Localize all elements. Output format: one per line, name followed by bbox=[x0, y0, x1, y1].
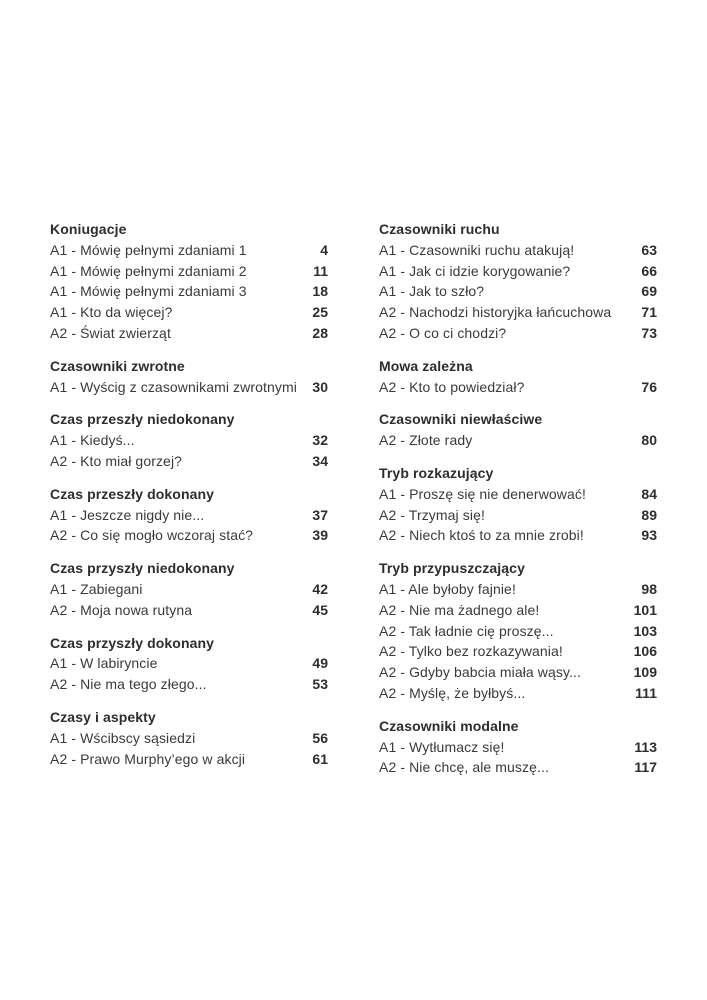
toc-column-1 bbox=[50, 219, 328, 778]
entry-label: A2 - Nie ma tego złego... bbox=[50, 676, 207, 693]
entry-page-number: 11 bbox=[313, 262, 328, 279]
toc-entry bbox=[50, 674, 328, 695]
toc-entry bbox=[50, 240, 328, 261]
toc-entry bbox=[50, 579, 328, 600]
toc-entry bbox=[379, 525, 657, 546]
entry-page-number: 4 bbox=[320, 241, 328, 258]
entry-page-number: 61 bbox=[312, 750, 328, 767]
entry-label: A2 - Kto miał gorzej? bbox=[50, 452, 183, 469]
entry-page-number: 49 bbox=[312, 655, 328, 672]
entry-page-number: 56 bbox=[312, 729, 328, 746]
entry-label: A1 - Jak ci idzie korygowanie? bbox=[379, 262, 571, 279]
toc-entry bbox=[50, 505, 328, 526]
toc-entry bbox=[379, 505, 657, 526]
toc-section bbox=[379, 558, 657, 704]
section-title: Czasy i aspekty bbox=[50, 708, 156, 725]
section-title: Czasowniki zwrotne bbox=[50, 357, 185, 374]
entry-page-number: 45 bbox=[312, 601, 328, 618]
toc-entry bbox=[379, 757, 657, 778]
entry-page-number: 66 bbox=[641, 262, 657, 279]
entry-page-number: 93 bbox=[641, 527, 657, 544]
entry-label: A1 - Kiedyś... bbox=[50, 432, 135, 449]
entry-label: A2 - Tak ładnie cię proszę... bbox=[379, 622, 554, 639]
entry-page-number: 113 bbox=[634, 738, 657, 755]
section-title: Koniugacje bbox=[50, 221, 127, 237]
entry-label: A2 - Trzymaj się! bbox=[379, 506, 485, 523]
entry-page-number: 71 bbox=[641, 304, 657, 321]
entry-page-number: 63 bbox=[641, 241, 657, 258]
entry-label: A2 - Niech ktoś to za mnie zrobi! bbox=[379, 527, 584, 544]
entry-label: A2 - Kto to powiedział? bbox=[379, 378, 525, 395]
entry-label: A1 - Mówię pełnymi zdaniami 1 bbox=[50, 241, 247, 258]
toc-section bbox=[379, 463, 657, 546]
entry-page-number: 84 bbox=[641, 485, 657, 502]
toc-entry bbox=[50, 728, 328, 749]
toc-section bbox=[379, 356, 657, 398]
entry-label: A1 - Proszę się nie denerwować! bbox=[379, 485, 586, 502]
entry-page-number: 34 bbox=[312, 452, 328, 469]
toc-section bbox=[50, 409, 328, 471]
entry-label: A2 - Złote rady bbox=[379, 432, 473, 449]
entry-page-number: 28 bbox=[312, 324, 328, 341]
toc-entry bbox=[379, 240, 657, 261]
toc-entry bbox=[50, 377, 328, 398]
entry-label: A2 - Gdyby babcia miała wąsy... bbox=[379, 664, 582, 681]
toc-entry bbox=[50, 302, 328, 323]
toc-entry bbox=[379, 683, 657, 704]
toc-section bbox=[50, 558, 328, 620]
toc-entry bbox=[50, 525, 328, 546]
toc-entry bbox=[379, 737, 657, 758]
entry-page-number: 37 bbox=[312, 506, 328, 523]
toc-entry bbox=[379, 377, 657, 398]
entry-label: A2 - Nie ma żadnego ale! bbox=[379, 601, 540, 618]
entry-label: A1 - Mówię pełnymi zdaniami 3 bbox=[50, 283, 247, 300]
entry-page-number: 117 bbox=[634, 759, 657, 776]
section-title: Czas przyszły niedokonany bbox=[50, 560, 235, 577]
section-title: Czasowniki ruchu bbox=[379, 221, 500, 237]
toc-section bbox=[379, 409, 657, 451]
toc-section bbox=[50, 219, 328, 344]
section-title: Czas przyszły dokonany bbox=[50, 634, 215, 651]
entry-page-number: 98 bbox=[641, 580, 657, 597]
section-title: Mowa zależna bbox=[379, 357, 473, 374]
entry-page-number: 25 bbox=[312, 304, 328, 321]
entry-label: A1 - Jak to szło? bbox=[379, 283, 485, 300]
toc-column-2 bbox=[379, 219, 657, 778]
toc-entry bbox=[379, 261, 657, 282]
toc-entry bbox=[379, 323, 657, 344]
entry-page-number: 18 bbox=[312, 283, 328, 300]
section-title: Czasowniki modalne bbox=[379, 717, 519, 734]
toc-section bbox=[50, 356, 328, 398]
entry-label: A1 - Wytłumacz się! bbox=[379, 738, 505, 755]
toc-entry bbox=[379, 621, 657, 642]
entry-label: A2 - Tylko bez rozkazywania! bbox=[379, 643, 563, 660]
toc-entry bbox=[50, 600, 328, 621]
section-title: Czasowniki niewłaściwe bbox=[379, 411, 543, 428]
section-title: Czas przeszły niedokonany bbox=[50, 411, 235, 428]
entry-label: A2 - Nie chcę, ale muszę... bbox=[379, 759, 549, 776]
entry-label: A1 - Wścibscy sąsiedzi bbox=[50, 729, 196, 746]
toc-entry bbox=[379, 430, 657, 451]
toc-entry bbox=[50, 430, 328, 451]
toc-section bbox=[50, 633, 328, 695]
entry-label: A2 - O co ci chodzi? bbox=[379, 324, 507, 341]
toc-entry bbox=[379, 484, 657, 505]
entry-page-number: 89 bbox=[641, 506, 657, 523]
entry-page-number: 32 bbox=[312, 432, 328, 449]
entry-label: A1 - Mówię pełnymi zdaniami 2 bbox=[50, 262, 247, 279]
section-title: Tryb rozkazujący bbox=[379, 464, 494, 481]
entry-label: A2 - Świat zwierząt bbox=[50, 324, 171, 341]
toc-section bbox=[379, 716, 657, 778]
toc-entry bbox=[379, 302, 657, 323]
entry-page-number: 101 bbox=[633, 601, 657, 618]
entry-label: A2 - Nachodzi historyjka łańcuchowa bbox=[379, 304, 612, 321]
entry-page-number: 39 bbox=[312, 527, 328, 544]
entry-label: A2 - Prawo Murphy’ego w akcji bbox=[50, 750, 246, 767]
entry-page-number: 69 bbox=[641, 283, 657, 300]
toc-entry bbox=[50, 451, 328, 472]
entry-label: A2 - Co się mogło wczoraj stać? bbox=[50, 527, 254, 544]
entry-label: A1 - W labiryncie bbox=[50, 655, 158, 672]
toc-entry bbox=[379, 600, 657, 621]
toc-entry bbox=[379, 662, 657, 683]
toc-entry bbox=[379, 641, 657, 662]
toc-entry bbox=[379, 281, 657, 302]
entry-page-number: 111 bbox=[635, 684, 657, 701]
entry-page-number: 103 bbox=[633, 622, 657, 639]
toc-columns bbox=[50, 219, 658, 778]
entry-page-number: 109 bbox=[633, 664, 657, 681]
entry-label: A1 - Kto da więcej? bbox=[50, 304, 173, 321]
toc-entry bbox=[50, 261, 328, 282]
section-title: Czas przeszły dokonany bbox=[50, 485, 215, 502]
section-title: Tryb przypuszczający bbox=[379, 560, 525, 577]
entry-label: A2 - Myślę, że byłbyś... bbox=[379, 684, 526, 701]
entry-page-number: 80 bbox=[641, 432, 657, 449]
entry-label: A1 - Czasowniki ruchu atakują! bbox=[379, 241, 575, 258]
toc-entry bbox=[50, 281, 328, 302]
entry-page-number: 106 bbox=[633, 643, 657, 660]
toc-entry bbox=[50, 323, 328, 344]
toc-section bbox=[379, 219, 657, 344]
entry-label: A1 - Wyścig z czasownikami zwrotnymi bbox=[50, 378, 297, 395]
entry-label: A1 - Jeszcze nigdy nie... bbox=[50, 506, 205, 523]
entry-page-number: 42 bbox=[312, 580, 328, 597]
toc-section bbox=[50, 707, 328, 769]
entry-page-number: 53 bbox=[312, 676, 328, 693]
entry-label: A2 - Moja nowa rutyna bbox=[50, 601, 193, 618]
toc-entry bbox=[379, 579, 657, 600]
toc-entry bbox=[50, 749, 328, 770]
entry-page-number: 30 bbox=[312, 378, 328, 395]
entry-label: A1 - Zabiegani bbox=[50, 580, 143, 597]
entry-label: A1 - Ale byłoby fajnie! bbox=[379, 580, 516, 597]
toc-section bbox=[50, 484, 328, 546]
toc-entry bbox=[50, 653, 328, 674]
entry-page-number: 76 bbox=[641, 378, 657, 395]
entry-page-number: 73 bbox=[641, 324, 657, 341]
